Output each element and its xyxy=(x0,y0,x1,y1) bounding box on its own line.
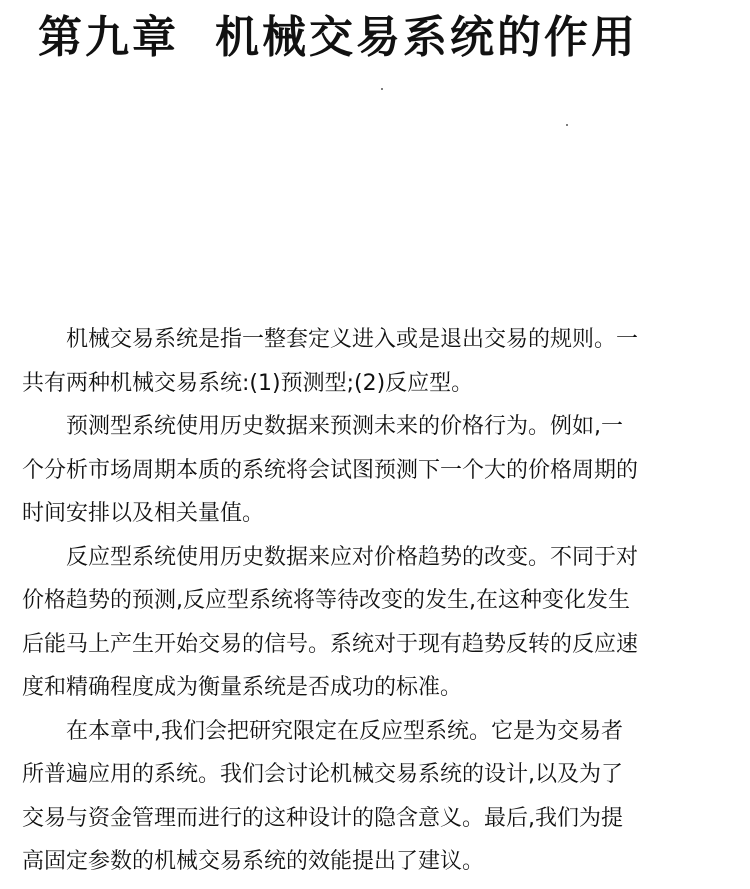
chapter-body xyxy=(22,318,732,884)
text-line: 价格趋势的预测,反应型系统将等待改变的发生,在这种变化发生 xyxy=(22,588,630,613)
print-speck xyxy=(566,124,568,126)
chapter-heading xyxy=(38,8,638,68)
print-speck xyxy=(381,88,383,90)
paragraph-2 xyxy=(22,405,732,536)
paragraph-3 xyxy=(22,536,732,710)
chapter-number: 第九章 xyxy=(38,12,179,63)
paragraph-4 xyxy=(22,710,732,884)
text-line: 后能马上产生开始交易的信号。系统对于现有趋势反转的反应速 xyxy=(22,631,639,657)
text-line: 个分析市场周期本质的系统将会试图预测下一个大的价格周期的 xyxy=(22,457,639,483)
text-line: 所普遍应用的系统。我们会讨论机械交易系统的设计,以及为了 xyxy=(22,762,623,787)
chapter-title: 机械交易系统的作用 xyxy=(215,12,638,63)
text-line: 预测型系统使用历史数据来预测未来的价格行为。例如,一 xyxy=(66,414,623,439)
text-line: 共有两种机械交易系统:(1)预测型;(2)反应型。 xyxy=(22,370,474,396)
text-line: 高固定参数的机械交易系统的效能提出了建议。 xyxy=(22,849,485,874)
text-line: 交易与资金管理而进行的这种设计的隐含意义。最后,我们为提 xyxy=(22,805,623,831)
text-line: 机械交易系统是指一整套定义进入或是退出交易的规则。一 xyxy=(66,327,639,352)
paragraph-1 xyxy=(22,318,732,405)
text-line: 度和精确程度成为衡量系统是否成功的标准。 xyxy=(22,675,463,700)
text-line: 时间安排以及相关量值。 xyxy=(22,501,265,526)
text-line: 反应型系统使用历史数据来应对价格趋势的改变。不同于对 xyxy=(66,544,639,570)
text-line: 在本章中,我们会把研究限定在反应型系统。它是为交易者 xyxy=(66,718,623,744)
